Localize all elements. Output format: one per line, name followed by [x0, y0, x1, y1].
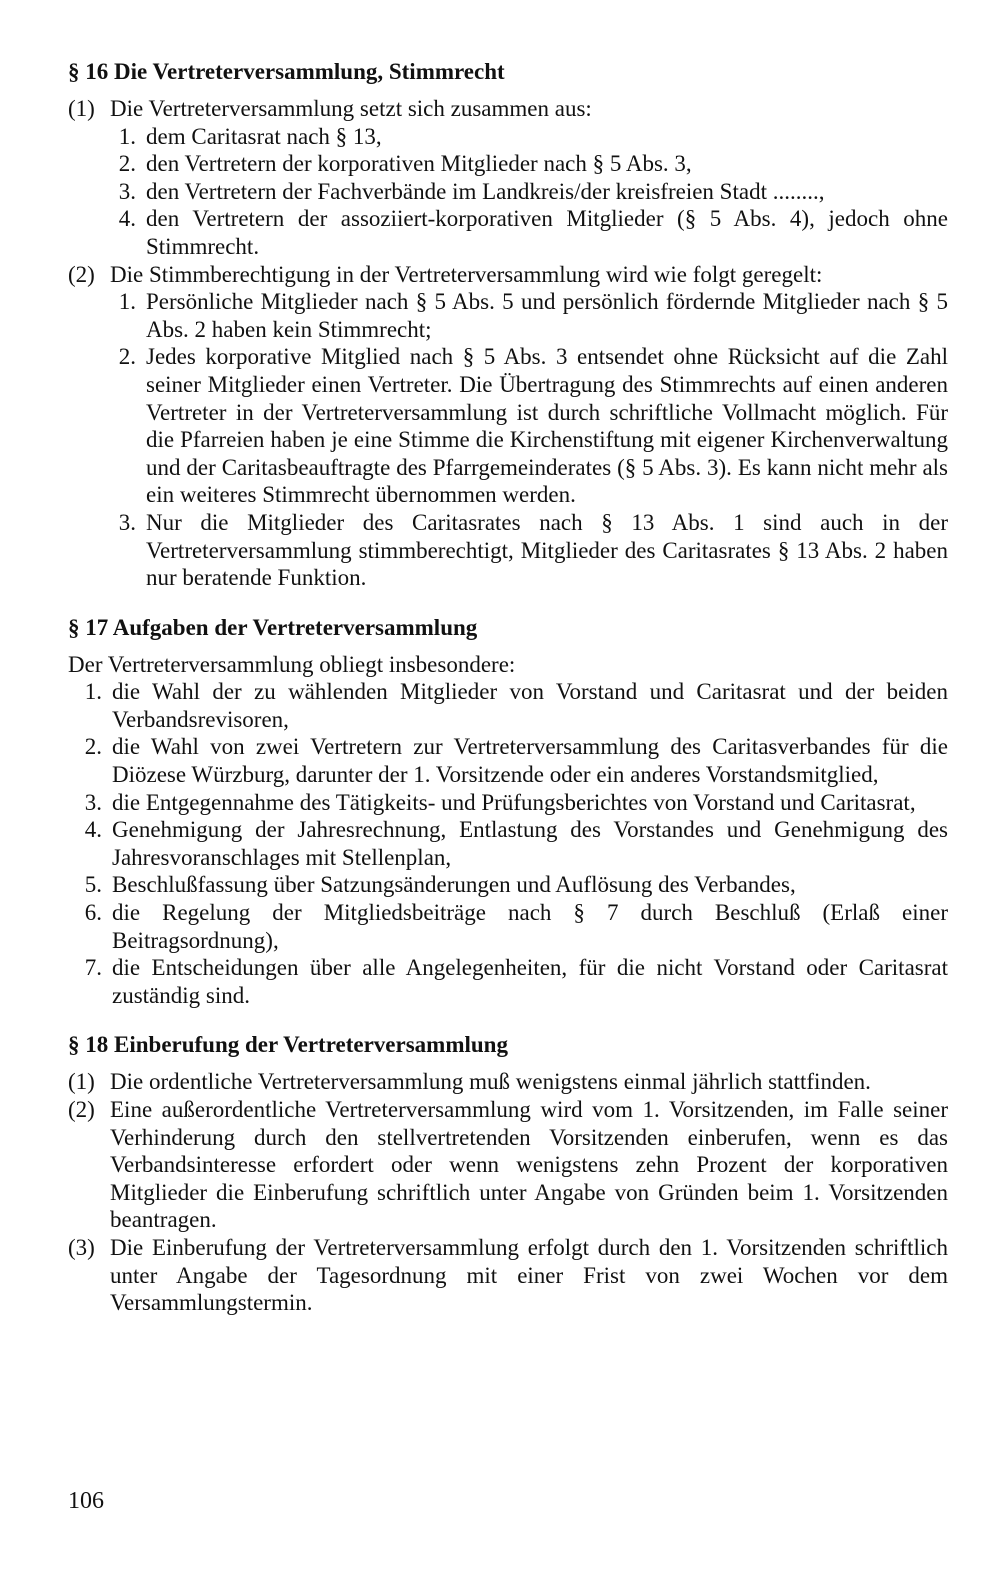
section-intro: Der Vertreterversammlung obliegt insbesondere: [68, 651, 516, 677]
list [110, 288, 948, 592]
list-item [68, 678, 948, 733]
section-17 [68, 614, 948, 1010]
list-text: den Vertretern der assoziiert-korporativen Mitglieder (§ 5 Abs. 4), jedoch ohne Stimmrecht. [146, 206, 948, 259]
section-16 [68, 58, 948, 592]
paragraph-number: (2) [68, 261, 95, 287]
list-item [110, 509, 948, 592]
list-item [68, 733, 948, 788]
paragraph-1 [68, 95, 948, 261]
list-item [68, 954, 948, 1009]
list-text: Jedes korporative Mitglied nach § 5 Abs. 3 entsendet ohne Rücksicht auf die Zahl seiner Mitglieder einen Vertreter. Die Übertragung des Stimmrechts auf einen anderen Vertreter in der Vertreterversammlung ist durch schriftliche Vollmacht möglich. Für die Pfarreien haben je eine Stimme die Kirchenstiftung mit eigener Kirchenverwaltung und der Caritasbeauftragte des Pfarrgemeinderates (§ 5 Abs. 3). Es kann nicht mehr als ein weiteres Stimmrecht übernommen werden. [146, 344, 948, 508]
paragraph-number: (1) [68, 1069, 95, 1095]
list-item [110, 123, 948, 151]
paragraph-text: Die Vertreterversammlung setzt sich zusammen aus: [110, 96, 592, 121]
list-number: 4. [84, 817, 102, 843]
paragraph-number: (2) [68, 1097, 95, 1122]
section-heading: § 18 Einberufung der Vertreterversammlung [68, 1032, 508, 1058]
list-text: den Vertretern der korporativen Mitglieder nach § 5 Abs. 3, [146, 151, 692, 177]
list-item [110, 288, 948, 343]
list-number: 4. [118, 206, 136, 232]
list-number: 3. [118, 178, 136, 204]
paragraph-number: (3) [68, 1234, 95, 1260]
list-item [110, 178, 948, 206]
list-item [110, 150, 948, 178]
list-text: Persönliche Mitglieder nach § 5 Abs. 5 und persönlich fördernde Mitglieder nach § 5 Abs. 2 haben kein Stimmrecht; [146, 289, 948, 342]
list-text: die Regelung der Mitgliedsbeiträge nach § 7 durch Beschluß (Erlaß einer Beitragsordnung), [112, 900, 948, 953]
list-text: Beschlußfassung über Satzungsänderungen und Auflösung des Verbandes, [112, 872, 796, 898]
list-item [110, 205, 948, 260]
paragraph-1 [68, 1068, 948, 1096]
paragraph-number: (1) [68, 96, 95, 121]
list-number: 3. [118, 509, 136, 535]
paragraph-text: Die Einberufung der Vertreterversammlung erfolgt durch den 1. Vorsitzenden schriftlich unter Angabe der Tagesordnung mit einer Frist von zwei Wochen vor dem Versammlungstermin. [110, 1234, 948, 1316]
list-number: 5. [84, 872, 102, 898]
list-number: 1. [118, 289, 136, 315]
list-text: die Entscheidungen über alle Angelegenheiten, für die nicht Vorstand oder Caritasrat zuständig sind. [112, 955, 948, 1008]
paragraph-2 [68, 261, 948, 592]
list-number: 2. [84, 734, 102, 760]
list-item [110, 343, 948, 509]
list-number: 6. [84, 900, 102, 926]
list-text: die Wahl der zu wählenden Mitglieder von Vorstand und Caritasrat und der beiden Verbandsrevisoren, [112, 679, 948, 732]
list [110, 123, 948, 261]
list-number: 3. [84, 789, 102, 815]
paragraph-text: Die ordentliche Vertreterversammlung muß wenigstens einmal jährlich stattfinden. [110, 1069, 871, 1095]
paragraph-text: Die Stimmberechtigung in der Vertreterversammlung wird wie folgt geregelt: [110, 261, 823, 287]
list-item [68, 789, 948, 817]
document-page [68, 58, 948, 1339]
paragraph-3 [68, 1234, 948, 1317]
list-text: den Vertretern der Fachverbände im Landkreis/der kreisfreien Stadt ........, [146, 178, 825, 204]
list-text: die Entgegennahme des Tätigkeits- und Prüfungsberichtes von Vorstand und Caritasrat, [112, 789, 916, 815]
list [68, 678, 948, 1009]
paragraph-text: Eine außerordentliche Vertreterversammlung wird vom 1. Vorsitzenden, im Falle seiner Verhinderung durch den stellvertretenden Vorsitzenden einberufen, wenn es das Verbandsinteresse erfordert oder wenn wenigstens zehn Prozent der korporativen Mitglieder die Einberufung schriftlich unter Angabe von Gründen beim 1. Vorsitzenden beantragen. [110, 1097, 948, 1233]
paragraph-2 [68, 1096, 948, 1234]
list-text: die Wahl von zwei Vertretern zur Vertreterversammlung des Caritasverbandes für die Diözese Würzburg, darunter der 1. Vorsitzende oder ein anderes Vorstandsmitglied, [112, 734, 948, 788]
list-number: 7. [84, 955, 102, 981]
list-number: 1. [118, 123, 136, 149]
list-number: 2. [118, 151, 136, 177]
page-number: 106 [68, 1488, 104, 1514]
section-18 [68, 1031, 948, 1316]
list-item [68, 899, 948, 954]
list-number: 2. [118, 344, 136, 370]
list-number: 1. [84, 679, 102, 705]
list-text: Nur die Mitglieder des Caritasrates nach § 13 Abs. 1 sind auch in der Vertreterversammlung stimmberechtigt, Mitglieder des Caritasrates § 13 Abs. 2 haben nur beratende Funktion. [146, 509, 948, 591]
list-text: dem Caritasrat nach § 13, [146, 123, 382, 149]
section-heading: § 17 Aufgaben der Vertreterversammlung [68, 614, 478, 640]
list-item [68, 871, 948, 899]
list-text: Genehmigung der Jahresrechnung, Entlastung des Vorstandes und Genehmigung des Jahresvoranschlages mit Stellenplan, [112, 817, 948, 870]
section-heading: § 16 Die Vertreterversammlung, Stimmrecht [68, 59, 505, 84]
list-item [68, 816, 948, 871]
